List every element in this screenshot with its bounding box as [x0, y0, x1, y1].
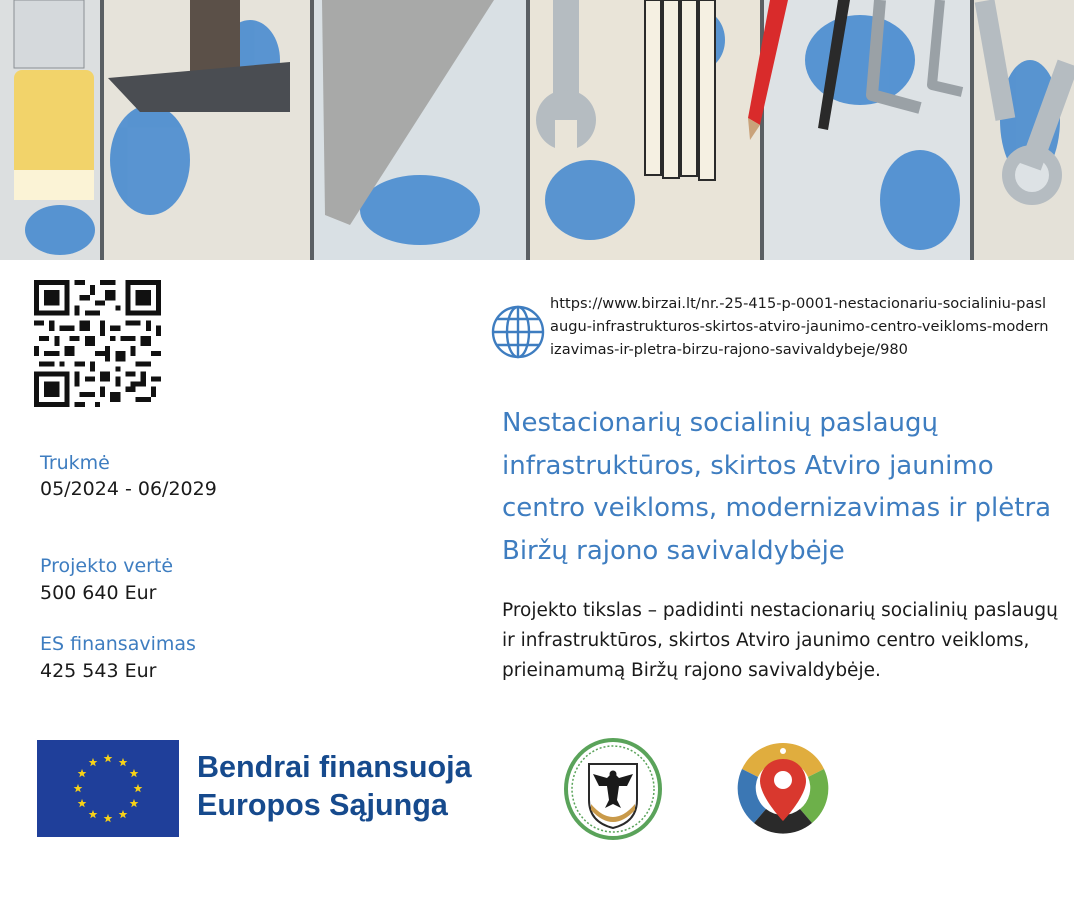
eu-funding-label: ES finansavimas: [40, 633, 196, 655]
duration-value: 05/2024 - 06/2029: [40, 478, 217, 500]
eu-cofunded-line1: Bendrai finansuoja: [197, 750, 472, 784]
project-title: Nestacionarių socialinių paslaugų infrastruktūros, skirtos Atviro jaunimo centro veikloms, modernizavimas ir plėtra Biržų rajono savivaldybėje: [502, 408, 1052, 566]
eu-cofunded-line2: Europos Sąjunga: [197, 788, 448, 822]
eu-flag-icon: [37, 740, 179, 837]
project-value-amount: 500 640 Eur: [40, 582, 157, 604]
project-value-label: Projekto vertė: [40, 555, 174, 577]
header-photo: [0, 0, 1074, 260]
birzai-coat-of-arms-icon: [563, 738, 663, 840]
youth-center-location-pin-icon: [734, 741, 832, 836]
project-url-link[interactable]: https://www.birzai.lt/nr.-25-415-p-0001-nestacionariu-socialiniu-paslaugu-infrastrukturos-skirtos-atviro-jaunimo-centro-veikloms-modernizavimas-ir-pletra-birzu-rajono-savivaldybeje/980: [550, 295, 1049, 358]
eu-funding-amount: 425 543 Eur: [40, 660, 157, 682]
eu-cofunded-text: [197, 748, 472, 824]
globe-icon: [490, 304, 546, 360]
qr-code-icon: [34, 280, 161, 407]
duration-label: Trukmė: [40, 452, 110, 474]
project-goal: Projekto tikslas – padidinti nestacionarių socialinių paslaugų ir infrastruktūros, skirtos Atviro jaunimo centro veikloms, prieinamumą Biržų rajono savivaldybėje.: [502, 600, 1058, 681]
tools-photo-icon: [0, 0, 1074, 260]
